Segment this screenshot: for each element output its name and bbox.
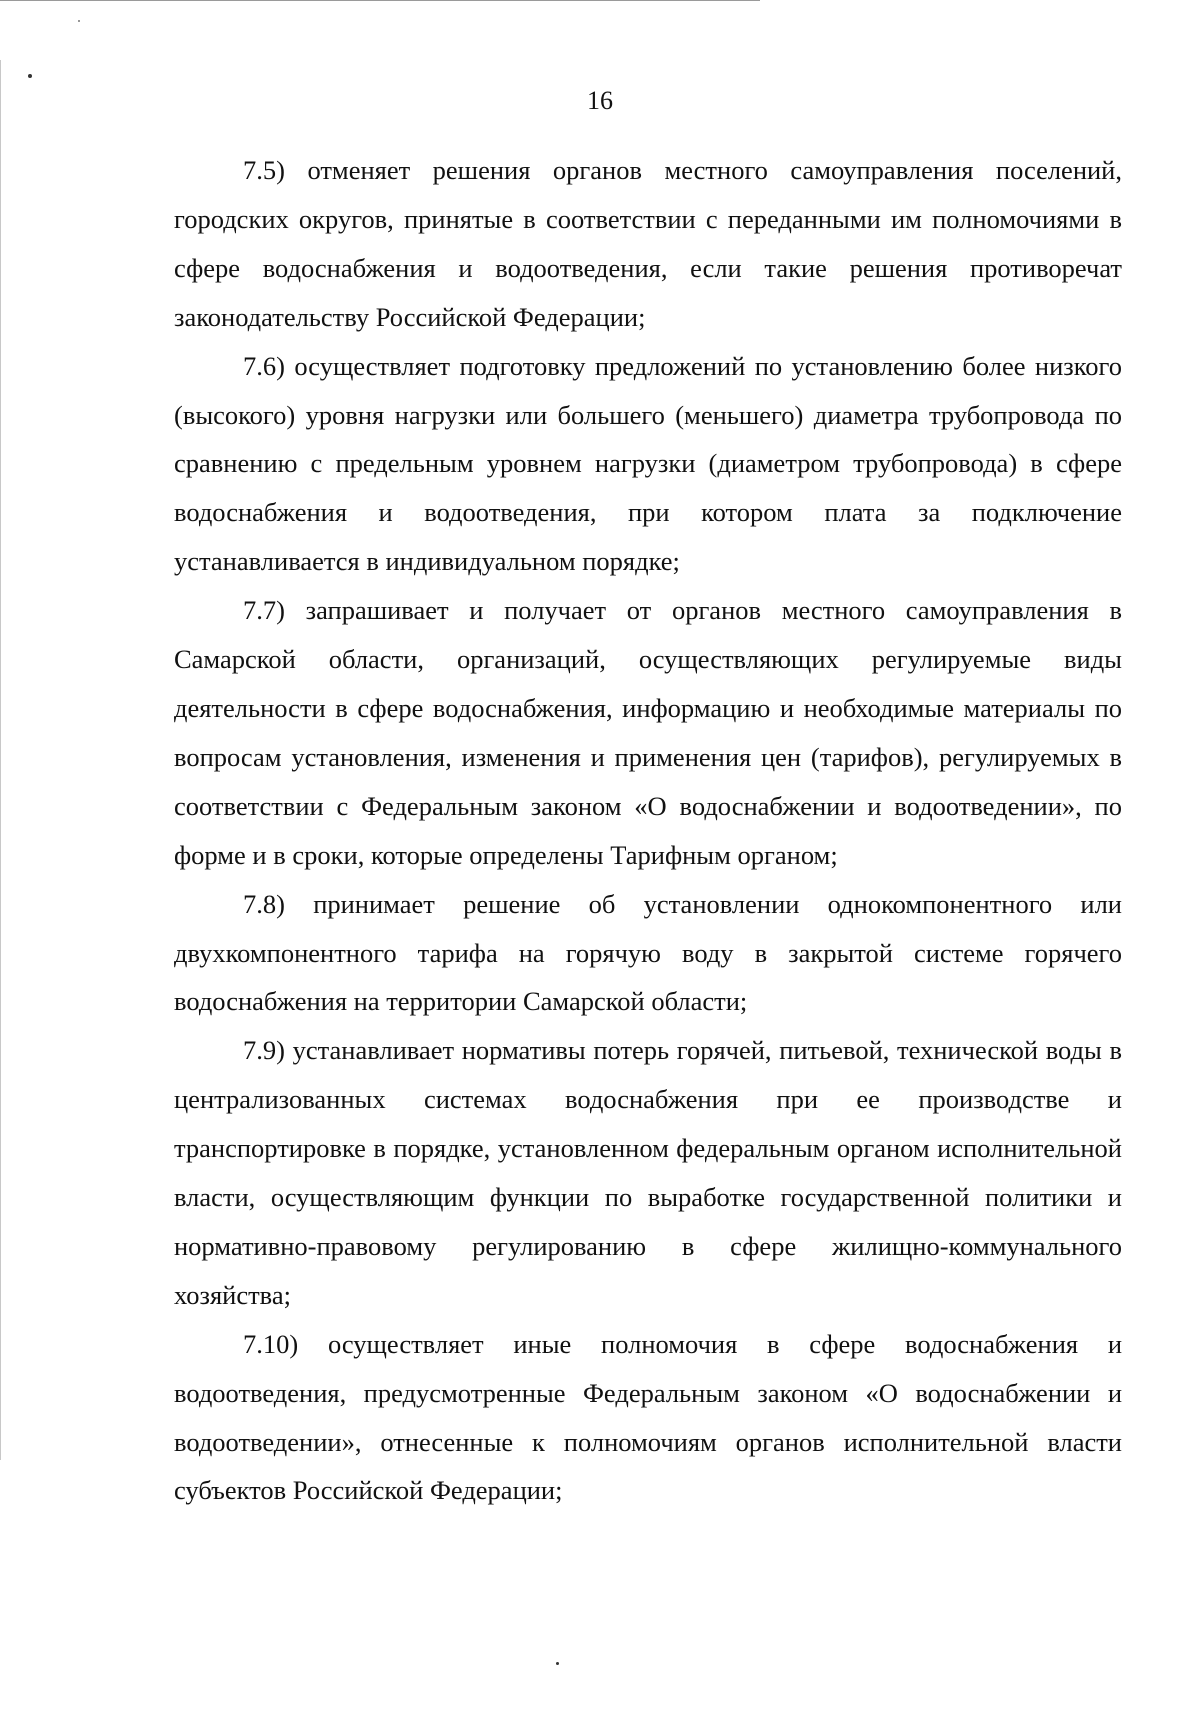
paragraph-7-6: 7.6) осуществляет подготовку предложений по установлению более низкого (высокого) уровня нагрузки или большего (меньшего) диаметра трубопровода по сравнению с предельным уровнем нагрузки (диаметром трубопровода) в сфере водоснабжения и водоотведения, при котором плата за подключение устанавливается в индивидуальном порядке; — [174, 350, 1122, 577]
paragraph-7-5: 7.5) отменяет решения органов местного самоуправления поселений, городских округов, принятые в соответствии с переданными им полномочиями в сфере водоснабжения и водоотведения, если такие решения противоречат законодательству Российской Федерации; — [174, 155, 1122, 332]
scan-top-edge — [0, 0, 760, 1]
scan-dot — [28, 74, 32, 78]
paragraph-7-9: 7.9) устанавливает нормативы потерь горячей, питьевой, технической воды в централизованных системах водоснабжения при ее производстве и транспортировке в порядке, установленном федеральным органом исполнительной власти, осуществляющим функции по выработке государственной политики и нормативно-правовому регулированию в сфере жилищно-коммунального хозяйства; — [174, 1035, 1122, 1310]
scan-dot — [556, 1662, 559, 1665]
paragraph-7-10: 7.10) осуществляет иные полномочия в сфере водоснабжения и водоотведения, предусмотренные Федеральным законом «О водоснабжении и водоотведении», отнесенные к полномочиям органов исполнительной власти субъектов Российской Федерации; — [174, 1328, 1122, 1506]
document-body — [174, 146, 1122, 1515]
paragraph-7-8: 7.8) принимает решение об установлении однокомпонентного или двухкомпонентного тарифа на горячую воду в закрытой системе горячего водоснабжения на территории Самарской области; — [174, 888, 1122, 1017]
scan-dot — [78, 20, 80, 22]
paragraph-7-7: 7.7) запрашивает и получает от органов местного самоуправления в Самарской области, организаций, осуществляющих регулируемые виды деятельности в сфере водоснабжения, информацию и необходимые материалы по вопросам установления, изменения и применения цен (тарифов), регулируемых в соответствии с Федеральным законом «О водоснабжении и водоотведении», по форме и в сроки, которые определены Тарифным органом; — [174, 595, 1122, 870]
page-number: 16 — [587, 86, 613, 115]
scan-left-edge — [0, 60, 1, 1460]
